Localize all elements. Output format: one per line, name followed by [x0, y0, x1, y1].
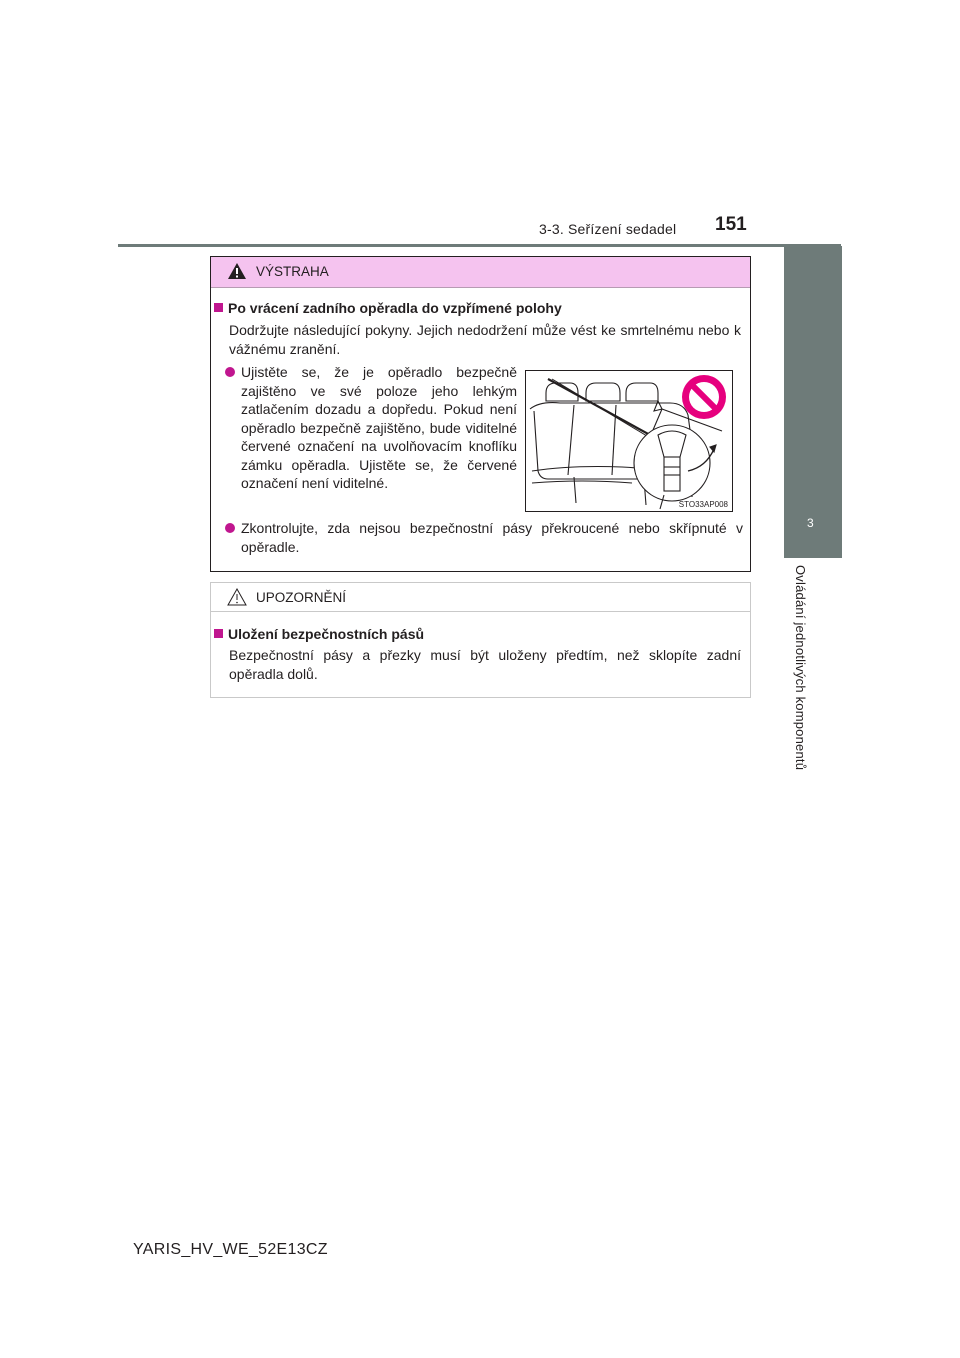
caution-header: [211, 583, 750, 612]
caution-body: Bezpečnostní pásy a přezky musí být uloženy předtím, než sklopíte zadní opěradla dolů.: [229, 647, 741, 682]
chapter-tab: [784, 498, 842, 558]
document-code: YARIS_HV_WE_52E13CZ: [133, 1241, 328, 1258]
square-bullet-icon: [214, 629, 223, 638]
warning-intro: Dodržujte následující pokyny. Jejich nedodržení může vést ke smrtelnému nebo k vážnému zranění.: [229, 322, 741, 357]
warning-bullet-1: [225, 363, 517, 493]
chapter-number: 3: [807, 516, 814, 530]
square-bullet-icon: [214, 303, 223, 312]
prohibition-icon: [682, 375, 726, 419]
warning-bullet-2-text: Zkontrolujte, zda nejsou bezpečnostní pásy překroucené nebo skřípnuté v opěradle.: [241, 520, 743, 555]
section-header: 3-3. Seřízení sedadel: [539, 221, 677, 237]
warning-bullet-2: [225, 519, 743, 556]
warning-bullet-1-text: Ujistěte se, že je opěradlo bezpečně zajištěno ve své poloze jeho lehkým zatlačením dozadu a dopředu. Pokud není opěradlo bezpečně zajištěno, bude viditelné červené označení na uvolňovacím knoflíku zámku opěradla. Ujistěte se, že červené označení není viditelné.: [241, 364, 517, 491]
caution-title: UPOZORNĚNÍ: [256, 590, 347, 605]
caution-section-title: [214, 626, 424, 642]
warning-section-title-text: Po vrácení zadního opěradla do vzpřímené polohy: [228, 300, 562, 316]
header-rule: [118, 244, 841, 247]
side-rail: [784, 246, 842, 498]
caution-section-title-text: Uložení bezpečnostních pásů: [228, 626, 425, 642]
warning-triangle-icon: [227, 262, 247, 280]
caution-triangle-icon: [227, 588, 247, 606]
warning-title: VÝSTRAHA: [256, 264, 329, 279]
page-number: 151: [715, 214, 747, 235]
warning-header: [211, 257, 750, 288]
figure-code: STO33AP008: [678, 500, 728, 509]
round-bullet-icon: [225, 523, 235, 533]
chapter-title: Ovládání jednotlivých komponentů: [793, 565, 808, 771]
warning-section-title: [214, 300, 562, 316]
round-bullet-icon: [225, 367, 235, 377]
rear-seat-drawing: [526, 371, 732, 511]
seat-lock-illustration: [525, 370, 733, 512]
